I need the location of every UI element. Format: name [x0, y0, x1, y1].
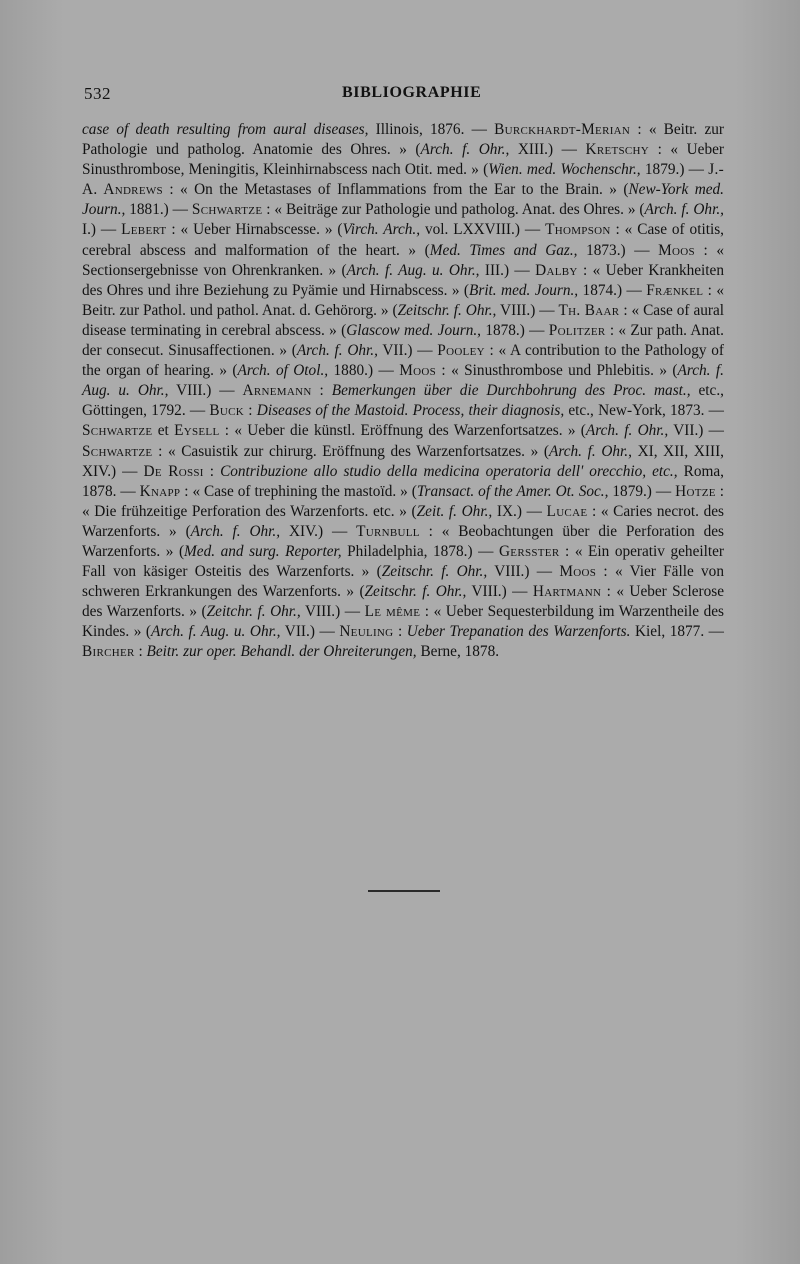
citation-text: 1879.) — — [608, 482, 676, 500]
citation-text: etc., New-York, 1873. — — [564, 402, 724, 420]
citation-text: VII.) — — [668, 422, 724, 440]
citation-text: VIII.) — — [168, 382, 243, 400]
journal-title: Zeitchr. f. Ohr., — [206, 603, 301, 621]
author-name: Pooley — [437, 342, 485, 360]
author-name: Buck — [209, 402, 245, 420]
journal-title: Zeitschr. f. Ohr., — [381, 563, 488, 581]
author-name: Hotze — [675, 482, 716, 500]
work-title: Beitr. zur oper. Behandl. der Ohreiterungen, — [146, 643, 417, 661]
journal-title: Arch. f. Ohr., — [190, 522, 281, 540]
journal-title: Virch. Arch., — [342, 221, 421, 239]
citation-text: : « Case of trephining the mastoïd. » ( — [180, 482, 417, 500]
citation-text: VII.) — — [280, 623, 340, 641]
page-header — [84, 84, 724, 108]
citation-text: I.) — — [82, 221, 122, 239]
citation-text: : « Ein operativ geheilter Fall von käsiger Osteitis des Warzenforts. » ( — [82, 542, 725, 581]
citation-text: : — [311, 382, 332, 400]
citation-text: Illinois, 1876. — — [368, 121, 495, 138]
citation-text: 1879.) — — [640, 161, 709, 179]
citation-text: et — [152, 422, 175, 440]
citation-text: : « Ueber Hirnabscesse. » ( — [166, 221, 343, 239]
citation-text: XIV.) — — [280, 522, 357, 540]
running-title: BIBLIOGRAPHIE — [342, 84, 482, 101]
journal-title: Arch. f. Aug. u. Ohr., — [82, 362, 724, 400]
citation-text: : « Vier Fälle von schweren Erkrankungen des Warzenforts. » ( — [82, 563, 724, 601]
citation-text: IX.) — — [492, 502, 547, 520]
citation-text: Philadelphia, 1878.) — — [341, 542, 499, 560]
bibliography-paragraph — [82, 120, 724, 663]
page-number: 532 — [84, 84, 111, 103]
work-title: Ueber Trepanation des Warzenforts. — [406, 623, 631, 641]
journal-title: Brit. med. Journ., — [469, 281, 579, 299]
citation-text: : « Beobachtungen über die Perforation des Warzenforts. » ( — [82, 522, 724, 560]
citation-text: : — [393, 623, 407, 641]
citation-text: Kiel, 1877. — — [630, 623, 724, 641]
author-name: Le même — [364, 603, 421, 621]
citation-text: : — [134, 643, 147, 661]
work-title: Contribuzione allo studio della medicina operatoria dell' orecchio, etc., — [220, 462, 678, 480]
citation-text: : « Die frühzeitige Perforation des Warzenforts. etc. » ( — [82, 482, 724, 520]
author-name: Neuling — [339, 623, 394, 641]
author-name: Dalby — [535, 261, 578, 279]
author-name: Arnemann — [242, 382, 312, 400]
citation-text: : « Ueber Sinusthrombose, Meningitis, Kleinhirnabscess nach Otit. med. » ( — [82, 141, 724, 179]
author-name: Knapp — [139, 482, 181, 500]
author-name: Burckhardt-Merian — [494, 121, 631, 138]
journal-title: Transact. of the Amer. Ot. Soc., — [416, 482, 609, 500]
journal-title: Arch. f. Ohr., — [296, 342, 378, 360]
journal-title: Glascow med. Journ., — [346, 321, 482, 339]
citation-text: VIII.) — — [487, 563, 560, 581]
citation-text: : « Ueber die künstl. Eröffnung des Warzenfortsatzes. » ( — [219, 422, 586, 440]
author-name: Kretschy — [585, 141, 650, 159]
citation-text: XI, XII, XIII, XIV.) — — [82, 442, 724, 480]
author-name: Lucae — [546, 502, 588, 520]
citation-text: : « Case of otitis, cerebral abscess and malformation of the heart. » ( — [82, 221, 724, 259]
citation-text: : — [244, 402, 257, 420]
author-name: Eysell — [174, 422, 220, 440]
journal-title: Arch. f. Ohr., — [420, 141, 510, 159]
citation-text: : « Sinusthrombose und Phlebitis. » ( — [436, 362, 678, 380]
author-name: Thompson — [545, 221, 611, 239]
work-title: Bemerkungen über die Durchbohrung des Proc. mast., — [331, 382, 691, 400]
citation-text: 1873.) — — [577, 241, 659, 259]
citation-text: : « Zur path. Anat. der consecut. Sinusaffectionen. » ( — [82, 321, 724, 360]
author-name: Bircher — [82, 643, 135, 661]
author-name: Moos — [559, 563, 597, 581]
citation-text: : « Ueber Sequesterbildung im Warzentheile des Kindes. » ( — [82, 603, 725, 641]
work-title: case of death resulting from aural diseases, — [82, 121, 369, 138]
author-name: Schwartze — [82, 442, 153, 460]
journal-title: Arch. of Otol., — [237, 362, 329, 380]
citation-text: 1874.) — — [578, 281, 647, 299]
citation-text: Berne, 1878. — [416, 643, 500, 661]
work-title: Diseases of the Mastoid. Process, their diagnosis, — [256, 402, 565, 420]
journal-title: Arch. f. Aug. u. Ohr., — [151, 623, 281, 641]
citation-text: 1880.) — — [328, 362, 400, 380]
citation-text: XIII.) — — [509, 141, 586, 159]
author-name: Moos — [399, 362, 436, 380]
journal-title: Arch. f. Aug. u. Ohr., — [346, 261, 480, 279]
citation-text: VIII.) — — [300, 603, 365, 621]
citation-text: : « Beitr. zur Pathol. und pathol. Anat. d. Gehörorg. » ( — [82, 281, 725, 319]
citation-text: VII.) — — [377, 342, 438, 360]
author-name: Moos — [658, 241, 695, 259]
journal-title: Zeit. f. Ohr., — [416, 502, 493, 520]
author-name: Gersster — [498, 542, 560, 560]
author-name: Lebert — [121, 221, 167, 239]
journal-title: Arch. f. Ohr., — [644, 201, 724, 219]
journal-title: Arch. f. Ohr., — [549, 442, 632, 460]
citation-text: : « Ueber Sclerose des Warzenforts. » ( — [82, 583, 725, 621]
citation-text: III.) — — [479, 261, 536, 279]
journal-title: Med. and surg. Reporter, — [184, 542, 342, 560]
citation-text: vol. LXXVIII.) — — [420, 221, 546, 239]
citation-text: : — [203, 462, 221, 480]
author-name: De Rossi — [143, 462, 204, 480]
citation-text: : « Case of aural disease terminating in cerebral abscess. » ( — [82, 301, 725, 339]
citation-text: : « Caries necrot. des Warzenforts. » ( — [82, 502, 724, 540]
citation-text: : « A contribution to the Pathology of the organ of hearing. » ( — [82, 342, 724, 380]
journal-title: Zeitschr. f. Ohr., — [397, 301, 497, 319]
author-name: Politzer — [548, 321, 606, 339]
author-name: Schwartze — [82, 422, 153, 440]
citation-text: : « Beitr. zur Pathologie und patholog. Anatomie des Ohres. » ( — [82, 121, 724, 159]
citation-text: Roma, 1878. — — [82, 462, 724, 500]
citation-text: etc., Göttingen, 1792. — — [82, 382, 724, 420]
journal-title: New-York med. Journ., — [82, 181, 725, 219]
section-divider — [368, 890, 440, 892]
citation-text: : « Sectionsergebnisse von Ohrenkranken. » ( — [82, 241, 725, 279]
citation-text: : « On the Metastases of Inflammations from the Ear to the Brain. » ( — [162, 181, 629, 199]
journal-title: Med. Times and Gaz., — [429, 241, 578, 259]
citation-text: 1878.) — — [481, 321, 549, 339]
citation-text: : « Ueber Krankheiten des Ohres und ihre Beziehung zu Pyämie und Hirnabscess. » ( — [82, 261, 725, 299]
author-name: Hartmann — [532, 583, 602, 601]
citation-text: 1881.) — — [125, 201, 192, 219]
journal-title: Arch. f. Ohr., — [585, 422, 669, 440]
author-name: Turnbull — [356, 522, 420, 540]
citation-text: VIII.) — — [496, 301, 559, 319]
author-name: J.-A. Andrews — [82, 161, 725, 199]
author-name: Schwartze — [191, 201, 263, 219]
citation-text: : « Beiträge zur Pathologie und patholog. Anat. des Ohres. » ( — [262, 201, 645, 219]
author-name: Frænkel — [646, 281, 704, 299]
journal-title: Wien. med. Wochenschr., — [488, 161, 641, 179]
citation-text: : « Casuistik zur chirurg. Eröffnung des Warzenfortsatzes. » ( — [152, 442, 550, 460]
author-name: Th. Baar — [558, 301, 620, 319]
citation-text: VIII.) — — [466, 583, 533, 601]
journal-title: Zeitschr. f. Ohr., — [364, 583, 467, 601]
